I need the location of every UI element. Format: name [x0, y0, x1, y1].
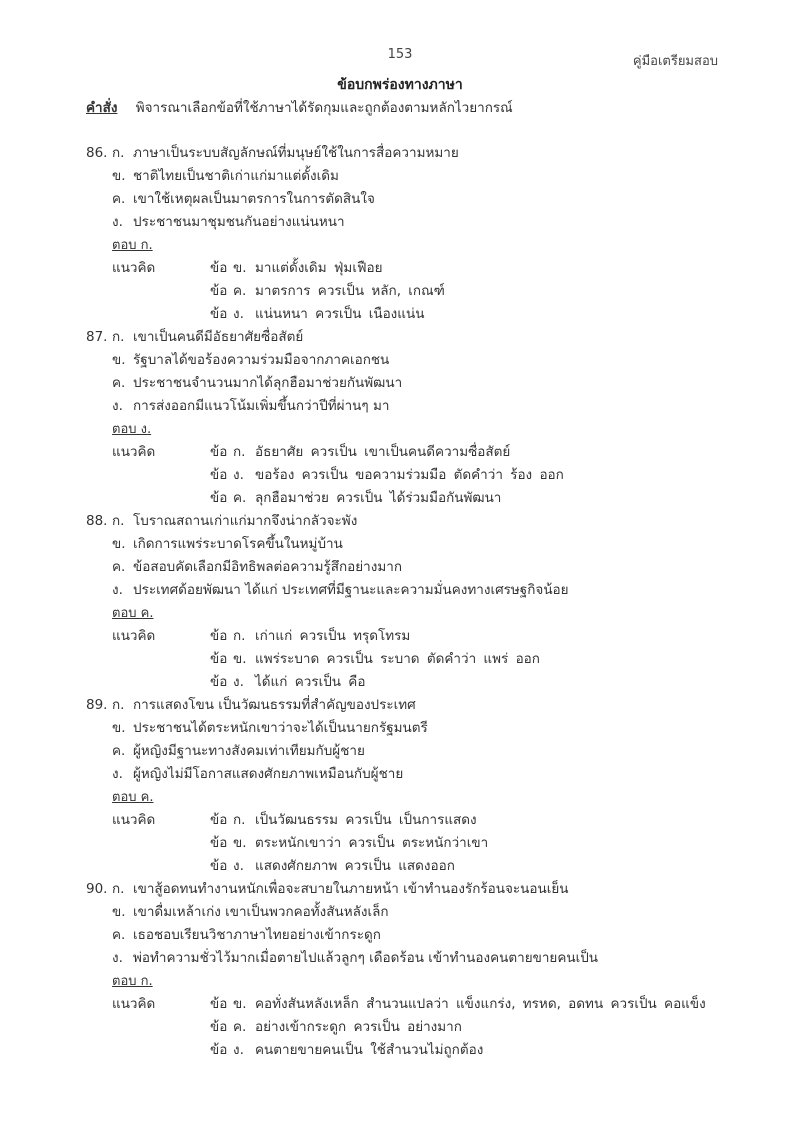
option-text: การส่งออกมีแนวโน้มเพิ่มขึ้นกว่าปีที่ผ่านๆ มา [133, 398, 390, 414]
ref-letter: ก. [233, 628, 246, 644]
explanation-ref [210, 809, 255, 832]
explanation-label-spacer [86, 832, 210, 855]
answer-line: ตอบ ก. [112, 238, 153, 253]
explanation-row [86, 257, 766, 280]
explanation-label-spacer [86, 855, 210, 878]
explanation-label-spacer [86, 487, 210, 510]
instruction-text: พิจารณาเลือกข้อที่ใช้ภาษาได้รัดกุมและถูกต้องตามหลักไวยากรณ์ [135, 100, 513, 116]
option-text: เธอชอบเรียนวิชาภาษาไทยอย่างเข้ากระดูก [133, 927, 381, 943]
option-row [86, 326, 766, 349]
explanation-row [86, 625, 766, 648]
item-prefix: ข้อ [210, 996, 228, 1012]
explanation-text: อัธยาศัย ควรเป็น เขาเป็นคนดีความซื่อสัตย์ [255, 444, 511, 460]
explanation-ref [210, 993, 255, 1016]
question-number: 87. [86, 329, 108, 345]
explanation-label: แนวคิด [112, 260, 156, 276]
explanation-text: แพร่ระบาด ควรเป็น ระบาด ตัดคำว่า แพร่ ออก [255, 651, 540, 667]
answer-line: ตอบ ค. [112, 790, 154, 805]
option-letter: ง. [112, 214, 123, 230]
explanation-row [86, 464, 766, 487]
ref-letter: ก. [233, 812, 246, 828]
explanation-label: แนวคิด [112, 628, 156, 644]
option-letter: ก. [112, 513, 125, 529]
explanation-ref [210, 280, 255, 303]
item-prefix: ข้อ [210, 444, 228, 460]
explanation-text: แน่นหนา ควรเป็น เนืองแน่น [255, 306, 425, 322]
ref-letter: ง. [233, 1042, 244, 1058]
ref-letter: ข. [233, 835, 247, 851]
explanation-label: แนวคิด [112, 996, 156, 1012]
option-text: เกิดการแพร่ระบาดโรคขึ้นในหมู่บ้าน [133, 536, 343, 552]
option-letter: ข. [112, 168, 126, 184]
ref-letter: ข. [233, 996, 247, 1012]
option-letter: ก. [112, 881, 125, 897]
explanation-label-spacer [86, 671, 210, 694]
explanation-row [86, 487, 766, 510]
option-letter: ข. [112, 536, 126, 552]
item-prefix: ข้อ [210, 651, 228, 667]
answer-line: ตอบ ค. [112, 606, 154, 621]
explanation-ref [210, 487, 255, 510]
option-row [86, 188, 766, 211]
explanation-text: ขอร้อง ควรเป็น ขอความร่วมมือ ตัดคำว่า ร้อง ออก [255, 467, 564, 483]
option-row [86, 740, 766, 763]
option-row [86, 211, 766, 234]
explanation-text: แสดงศักยภาพ ควรเป็น แสดงออก [255, 858, 455, 874]
option-text: ประชาชนมาชุมชนกันอย่างแน่นหนา [133, 214, 345, 230]
item-prefix: ข้อ [210, 467, 228, 483]
explanation-ref [210, 832, 255, 855]
explanation-ref [210, 671, 255, 694]
option-letter: ง. [112, 398, 123, 414]
ref-letter: ง. [233, 306, 244, 322]
explanation-text: ได้แก่ ควรเป็น คือ [255, 674, 366, 690]
running-header: คู่มือเตรียมสอบ [632, 54, 718, 69]
explanation-ref [210, 648, 255, 671]
option-text: ประเทศด้อยพัฒนา ได้แก่ ประเทศที่มีฐานะและความมั่นคงทางเศรษฐกิจน้อย [133, 582, 569, 598]
explanation-label-spacer [86, 1016, 210, 1039]
item-prefix: ข้อ [210, 674, 228, 690]
explanation-text: เป็นวัฒนธรรม ควรเป็น เป็นการแสดง [255, 812, 477, 828]
question-list [86, 142, 766, 1062]
explanation-text: ลุกฮือมาช่วย ควรเป็น ได้ร่วมมือกันพัฒนา [255, 490, 502, 506]
option-letter: ง. [112, 582, 123, 598]
explanation-row [86, 1016, 766, 1039]
explanation-row [86, 671, 766, 694]
ref-letter: ข. [233, 260, 247, 276]
option-text: ผู้หญิงไม่มีโอกาสแสดงศักยภาพเหมือนกับผู้ชาย [133, 766, 404, 782]
explanation-label-spacer [86, 648, 210, 671]
instruction [86, 96, 513, 118]
item-prefix: ข้อ [210, 1042, 228, 1058]
option-text: ประชาชนได้ตระหนักเขาว่าจะได้เป็นนายกรัฐมนตรี [133, 720, 428, 736]
ref-letter: ค. [233, 1019, 247, 1035]
option-row [86, 372, 766, 395]
page-number: 153 [387, 47, 413, 62]
explanation-label-spacer [86, 280, 210, 303]
item-prefix: ข้อ [210, 306, 228, 322]
question-block [86, 510, 766, 694]
explanation-ref [210, 1039, 255, 1062]
option-row [86, 533, 766, 556]
option-letter: ค. [112, 743, 126, 759]
instruction-label: คำสั่ง [86, 100, 118, 116]
explanation-text: เก่าแก่ ควรเป็น ทรุดโทรม [255, 628, 411, 644]
explanation-row [86, 280, 766, 303]
explanation-row [86, 855, 766, 878]
option-letter: ง. [112, 766, 123, 782]
option-row [86, 924, 766, 947]
option-letter: ก. [112, 697, 125, 713]
question-block [86, 142, 766, 326]
explanation-ref [210, 441, 255, 464]
ref-letter: ง. [233, 467, 244, 483]
explanation-row [86, 809, 766, 832]
option-row [86, 395, 766, 418]
item-prefix: ข้อ [210, 835, 228, 851]
item-prefix: ข้อ [210, 628, 228, 644]
option-text: รัฐบาลได้ขอร้องความร่วมมือจากภาคเอกชน [133, 352, 390, 368]
option-letter: ค. [112, 559, 126, 575]
option-text: ประชาชนจำนวนมากได้ลุกฮือมาช่วยกันพัฒนา [133, 375, 403, 391]
explanation-text: ตระหนักเขาว่า ควรเป็น ตระหนักว่าเขา [255, 835, 489, 851]
item-prefix: ข้อ [210, 812, 228, 828]
ref-letter: ข. [233, 651, 247, 667]
question-block [86, 326, 766, 510]
option-text: เขาเป็นคนดีมีอัธยาศัยซื่อสัตย์ [133, 329, 304, 345]
ref-letter: ค. [233, 490, 247, 506]
ref-letter: ก. [233, 444, 246, 460]
option-letter: ค. [112, 375, 126, 391]
answer-line: ตอบ ก. [112, 974, 153, 989]
option-row [86, 510, 766, 533]
explanation-text: อย่างเข้ากระดูก ควรเป็น อย่างมาก [255, 1019, 462, 1035]
option-row [86, 878, 766, 901]
question-number: 86. [86, 145, 108, 161]
option-text: โบราณสถานเก่าแก่มากจึงน่ากลัวจะพัง [133, 513, 358, 529]
explanation-text: มาตรการ ควรเป็น หลัก, เกณฑ์ [255, 283, 445, 299]
answer-line: ตอบ ง. [112, 422, 152, 437]
explanation-ref [210, 625, 255, 648]
option-row [86, 165, 766, 188]
option-row [86, 947, 766, 970]
explanation-ref [210, 855, 255, 878]
option-text: เขาสู้อดทนทำงานหนักเพื่อจะสบายในภายหน้า เข้าทำนองรักร้อนจะนอนเย็น [133, 881, 569, 897]
option-letter: ค. [112, 927, 126, 943]
option-text: ชาติไทยเป็นชาติเก่าแก่มาแต่ดั้งเดิม [133, 168, 339, 184]
ref-letter: ค. [233, 283, 247, 299]
option-letter: ค. [112, 191, 126, 207]
item-prefix: ข้อ [210, 1019, 228, 1035]
option-text: ข้อสอบคัดเลือกมีอิทธิพลต่อความรู้สึกอย่างมาก [133, 559, 403, 575]
explanation-row [86, 1039, 766, 1062]
question-number: 88. [86, 513, 108, 529]
option-text: ผู้หญิงมีฐานะทางสังคมเท่าเทียมกับผู้ชาย [133, 743, 365, 759]
explanation-row [86, 648, 766, 671]
option-row [86, 901, 766, 924]
explanation-row [86, 993, 766, 1016]
option-text: เขาใช้เหตุผลเป็นมาตรการในการตัดสินใจ [133, 191, 375, 207]
option-text: การแสดงโขน เป็นวัฒนธรรมที่สำคัญของประเทศ [133, 697, 416, 713]
item-prefix: ข้อ [210, 858, 228, 874]
explanation-ref [210, 464, 255, 487]
option-text: พ่อทำความชั่วไว้มากเมื่อตายไปแล้วลูกๆ เดือดร้อน เข้าทำนองคนตายขายคนเป็น [133, 950, 598, 966]
item-prefix: ข้อ [210, 283, 228, 299]
question-number: 89. [86, 697, 108, 713]
explanation-label-spacer [86, 1039, 210, 1062]
option-row [86, 694, 766, 717]
explanation-text: คนตายขายคนเป็น ใช้สำนวนไม่ถูกต้อง [255, 1042, 484, 1058]
option-letter: ข. [112, 720, 126, 736]
explanation-label-spacer [86, 303, 210, 326]
option-row [86, 556, 766, 579]
explanation-label-spacer [86, 464, 210, 487]
option-row [86, 763, 766, 786]
explanation-text: มาแต่ดั้งเดิม ฟุ่มเฟือย [255, 260, 383, 276]
explanation-label: แนวคิด [112, 812, 156, 828]
option-row [86, 579, 766, 602]
option-text: เขาดื่มเหล้าเก่ง เขาเป็นพวกคอทั้งสันหลังเล็ก [133, 904, 389, 920]
item-prefix: ข้อ [210, 490, 228, 506]
section-title: ข้อบกพร่องทางภาษา [337, 77, 463, 93]
ref-letter: ง. [233, 858, 244, 874]
explanation-text: คอทั่งสันหลังเหล็ก สำนวนแปลว่า แข็งแกร่ง, ทรหด, อดทน ควรเป็น คอแข็ง [255, 996, 706, 1012]
option-letter: ง. [112, 950, 123, 966]
explanation-ref [210, 303, 255, 326]
explanation-row [86, 832, 766, 855]
ref-letter: ง. [233, 674, 244, 690]
explanation-label: แนวคิด [112, 444, 156, 460]
question-block [86, 694, 766, 878]
explanation-row [86, 441, 766, 464]
question-block [86, 878, 766, 1062]
option-letter: ข. [112, 904, 126, 920]
option-row [86, 142, 766, 165]
option-letter: ก. [112, 329, 125, 345]
option-text: ภาษาเป็นระบบสัญลักษณ์ที่มนุษย์ใช้ในการสื่อความหมาย [133, 145, 459, 161]
explanation-ref [210, 257, 255, 280]
option-letter: ก. [112, 145, 125, 161]
explanation-row [86, 303, 766, 326]
option-row [86, 717, 766, 740]
item-prefix: ข้อ [210, 260, 228, 276]
option-row [86, 349, 766, 372]
question-number: 90. [86, 881, 108, 897]
explanation-ref [210, 1016, 255, 1039]
option-letter: ข. [112, 352, 126, 368]
